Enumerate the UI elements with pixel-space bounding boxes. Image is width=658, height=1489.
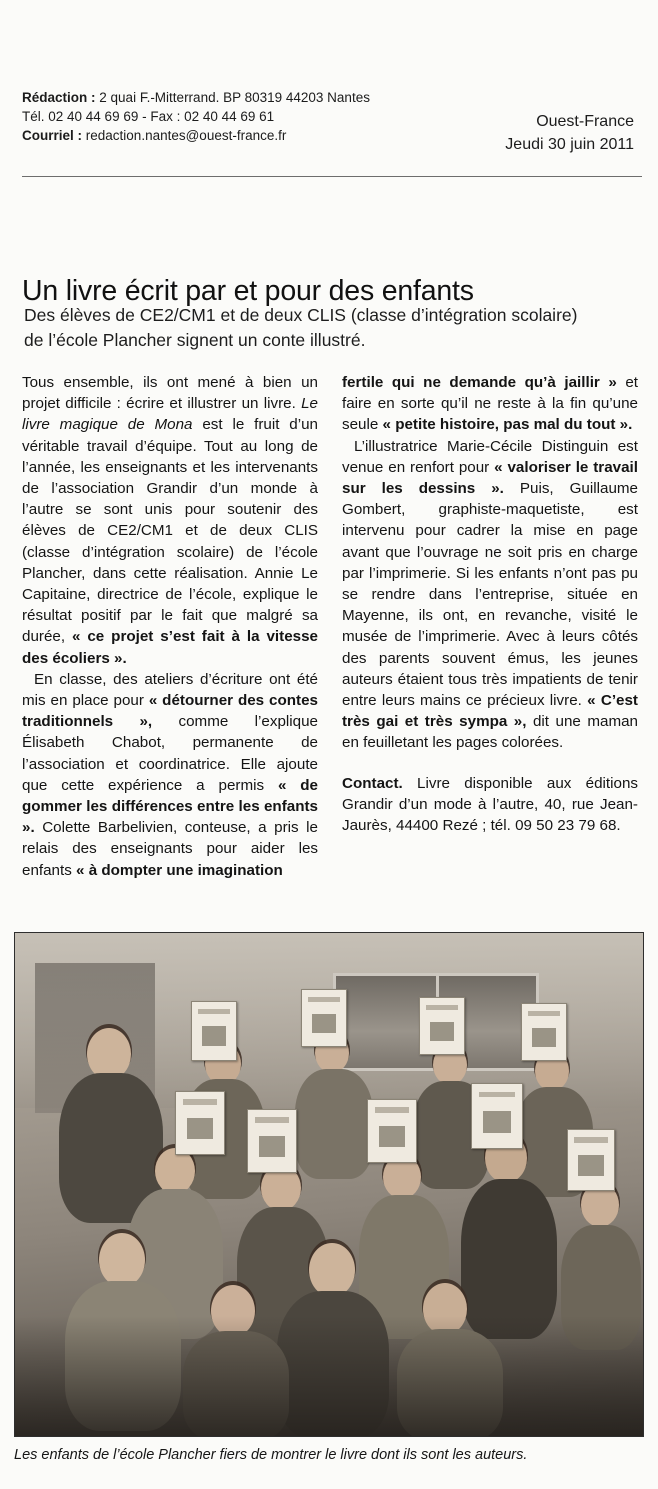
article-photo — [14, 932, 644, 1437]
masthead-title-block — [505, 110, 634, 156]
article-body — [22, 372, 638, 881]
book-held — [367, 1099, 417, 1163]
quote-bold: « petite histoire, pas mal du tout ». — [382, 416, 633, 434]
book-held — [567, 1129, 615, 1191]
text-run: est le fruit d’un véritable travail d’équipe. Tout au long de l’année, les enseignants et les intervenants de l’association Grandir d’un monde à l’autre se sont unis pour soutenir des élèves de CE2/CM1 et de deux CLIS (classe d’intégration scolaire) de l’école Plancher, dans cette réalisation. Annie Le Capitaine, directrice de l’école, explique le résultat positif par le fait que malgré sa durée, — [22, 416, 318, 646]
book-held — [191, 1001, 237, 1061]
text-run: Tous ensemble, ils ont mené à bien un projet difficile : écrire et illustrer un livre. — [22, 374, 318, 413]
paragraph — [342, 436, 638, 754]
masthead-email-text: redaction.nantes@ouest-france.fr — [85, 128, 287, 143]
quote-bold: « ce projet s’est fait à la vitesse des écoliers ». — [22, 628, 318, 667]
paragraph — [22, 669, 318, 881]
book-held — [247, 1109, 297, 1173]
book-held — [471, 1083, 523, 1149]
text-run: En classe, des ateliers d’écriture ont été mis en place pour — [22, 670, 318, 710]
quote-bold: « à dompter une imagination — [76, 861, 283, 879]
person-head — [309, 1243, 355, 1297]
quote-bold: « C’est très gai et très sympa », — [342, 692, 638, 731]
photo-foreground-shadow — [15, 1316, 643, 1436]
masthead-phone-line: Tél. 02 40 44 69 69 - Fax : 02 40 44 69 61 — [22, 109, 275, 124]
quote-bold: « valoriser le travail sur les dessins ». — [342, 458, 638, 498]
paragraph-spacer — [342, 754, 638, 773]
quote-bold: « détourner des contes traditionnels », — [22, 692, 318, 731]
masthead — [22, 88, 642, 168]
book-held — [521, 1003, 567, 1061]
issue-date: Jeudi 30 juin 2011 — [505, 136, 634, 153]
paragraph — [22, 372, 318, 669]
quote-bold-continued: fertile qui ne demande qu’à jaillir » — [342, 374, 617, 391]
text-run: dit une maman en feuilletant les pages colorées. — [342, 713, 638, 752]
text-run: et faire en sorte qu’il ne reste à la fin qu’une seule — [342, 374, 638, 434]
book-held — [301, 989, 347, 1047]
paper-name: Ouest-France — [536, 113, 634, 130]
masthead-courriel-label: Courriel : — [22, 128, 83, 143]
masthead-address-line — [22, 88, 370, 107]
article-standfirst: Des élèves de CE2/CM1 et de deux CLIS (classe d’intégration scolaire) de l’école Plancher signent un conte illustré. — [24, 305, 578, 350]
page-title: Un livre écrit par et pour des enfants — [22, 275, 474, 308]
text-run: Colette Barbelivien, conteuse, a pris le relais des enseignants pour aider les enfants — [22, 819, 318, 879]
text-run: L’illustratrice Marie-Cécile Distinguin est venue en renfort pour — [342, 437, 638, 476]
quote-bold: « de gommer les différences entre les enfants ». — [22, 776, 318, 837]
book-title-italic: Le livre magique de Mona — [22, 395, 318, 434]
photo-caption: Les enfants de l’école Plancher fiers de montrer le livre dont ils sont les auteurs. — [14, 1447, 528, 1463]
contact-label: Contact. — [342, 774, 403, 792]
contact-text: Livre disponible aux éditions Grandir d’un mode à l’autre, 40, rue Jean-Jaurès, 44400 Rezé ; tél. 09 50 23 79 68. — [342, 774, 638, 835]
masthead-redaction-label: Rédaction : — [22, 90, 96, 105]
text-run: Puis, Guillaume Gombert, graphiste-maquetiste, est intervenu pour cadrer la mise en page avant que l’ouvrage ne soit pris en charge par l’imprimerie. Si les enfants n’ont pas pu se rendre dans l’entreprise, située en Mayenne, ils ont, en revanche, visité le musée de l’imprimerie. Avec à leurs côtés des parents souvent émus, les jeunes auteurs étaient tous très impatients de tenir entre leurs mains ce précieux livre. — [342, 480, 638, 710]
person-body — [461, 1179, 557, 1339]
person-body — [295, 1069, 373, 1179]
masthead-divider — [22, 176, 642, 177]
person-head — [99, 1233, 145, 1287]
book-held — [175, 1091, 225, 1155]
masthead-email-line — [22, 126, 370, 145]
book-held — [419, 997, 465, 1055]
article-column-1 — [22, 372, 318, 881]
contact-paragraph — [342, 773, 638, 837]
article-column-2 — [342, 372, 638, 881]
paragraph — [342, 372, 638, 436]
text-run: comme l’explique Élisabeth Chabot, permanente de l’association et coordinatrice. Elle ajoute que cette expérience a permis — [22, 713, 318, 794]
masthead-contact-block — [22, 88, 370, 145]
photo-image — [14, 932, 644, 1437]
masthead-address-text: 2 quai F.-Mitterrand. BP 80319 44203 Nantes — [99, 90, 370, 105]
